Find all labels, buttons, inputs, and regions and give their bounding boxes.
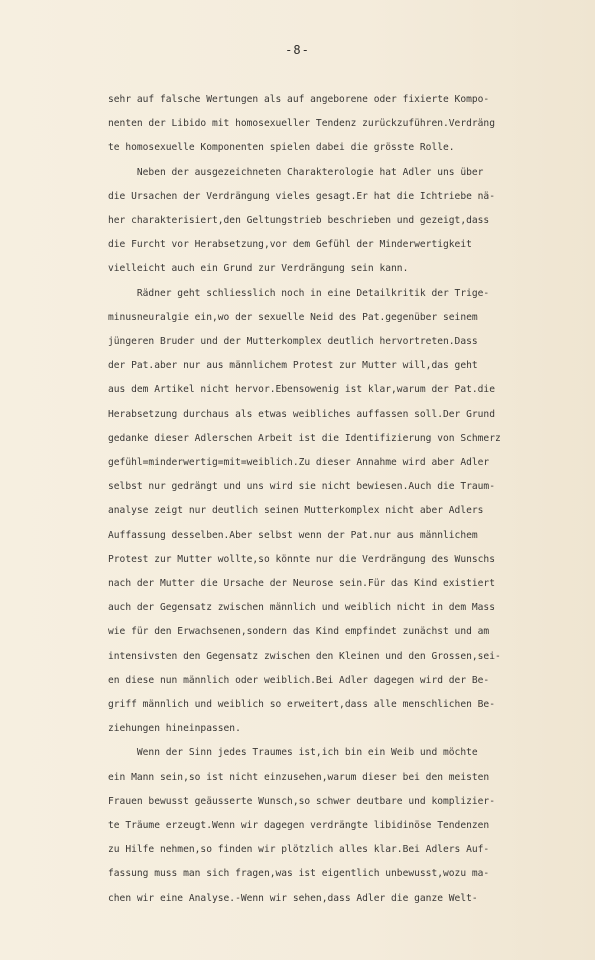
text-line: intensivsten den Gegensatz zwischen den Kleinen und den Grossen,sei-: [108, 650, 501, 662]
text-line: die Furcht vor Herabsetzung,vor dem Gefühl der Minderwertigkeit: [108, 239, 472, 251]
page-number: -8-: [285, 43, 310, 57]
text-line: Neben der ausgezeichneten Charakterologie hat Adler uns über: [108, 166, 484, 178]
text-line: der Pat.aber nur aus männlichem Protest zur Mutter will,das geht: [108, 360, 478, 372]
text-line: ein Mann sein,so ist nicht einzusehen,warum dieser bei den meisten: [108, 771, 490, 783]
text-line: Frauen bewusst geäusserte Wunsch,so schwer deutbare und komplizier-: [108, 795, 495, 807]
text-line: Rädner geht schliesslich noch in eine Detailkritik der Trige-: [108, 287, 490, 299]
text-line: Herabsetzung durchaus als etwas weibliches auffassen soll.Der Grund: [108, 408, 495, 420]
text-line: auch der Gegensatz zwischen männlich und weiblich nicht in dem Mass: [108, 602, 495, 614]
text-line: aus dem Artikel nicht hervor.Ebensowenig ist klar,warum der Pat.die: [108, 384, 495, 396]
text-line: te Träume erzeugt.Wenn wir dagegen verdrängte libidinöse Tendenzen: [108, 820, 490, 831]
text-line: en diese nun männlich oder weiblich.Bei Adler dagegen wird der Be-: [108, 674, 490, 686]
text-line: Protest zur Mutter wollte,so könnte nur die Verdrängung des Wunschs: [108, 553, 495, 565]
text-line: minusneuralgie ein,wo der sexuelle Neid des Pat.gegenüber seinem: [108, 311, 478, 323]
text-line: analyse zeigt nur deutlich seinen Mutterkomplex nicht aber Adlers: [108, 505, 484, 517]
text-line: jüngeren Bruder und der Mutterkomplex deutlich hervortreten.Dass: [108, 336, 478, 347]
text-line: zu Hilfe nehmen,so finden wir plötzlich alles klar.Bei Adlers Auf-: [108, 844, 490, 856]
text-line: ziehungen hineinpassen.: [108, 723, 241, 735]
text-line: Wenn der Sinn jedes Traumes ist,ich bin ein Weib und möchte: [108, 747, 478, 759]
text-line: wie für den Erwachsenen,sondern das Kind empfindet zunächst und am: [108, 626, 490, 638]
text-line: fassung muss man sich fragen,was ist eigentlich unbewusst,wozu ma-: [108, 868, 490, 880]
text-line: nach der Mutter die Ursache der Neurose sein.Für das Kind existiert: [108, 578, 495, 589]
text-line: selbst nur gedrängt und uns wird sie nicht bewiesen.Auch die Traum-: [108, 481, 495, 493]
text-line: die Ursachen der Verdrängung vieles gesagt.Er hat die Ichtriebe nä-: [108, 190, 495, 202]
text-line: sehr auf falsche Wertungen als auf angeborene oder fixierte Kompo-: [108, 94, 490, 105]
text-line: Auffassung desselben.Aber selbst wenn der Pat.nur aus männlichem: [108, 529, 478, 541]
text-line: gefühl=minderwertig=mit=weiblich.Zu dieser Annahme wird aber Adler: [108, 457, 490, 468]
text-line: gedanke dieser Adlerschen Arbeit ist die Identifizierung von Schmerz: [108, 432, 501, 444]
text-line: chen wir eine Analyse.-Wenn wir sehen,dass Adler die ganze Welt-: [108, 892, 478, 904]
text-line: vielleicht auch ein Grund zur Verdrängung sein kann.: [108, 263, 409, 275]
text-line: nenten der Libido mit homosexueller Tendenz zurückzuführen.Verdräng: [108, 118, 495, 130]
text-line: her charakterisiert,den Geltungstrieb beschrieben und gezeigt,dass: [108, 215, 490, 226]
text-line: griff männlich und weiblich so erweitert,dass alle menschlichen Be-: [108, 699, 495, 710]
text-line: te homosexuelle Komponenten spielen dabei die grösste Rolle.: [108, 142, 455, 154]
